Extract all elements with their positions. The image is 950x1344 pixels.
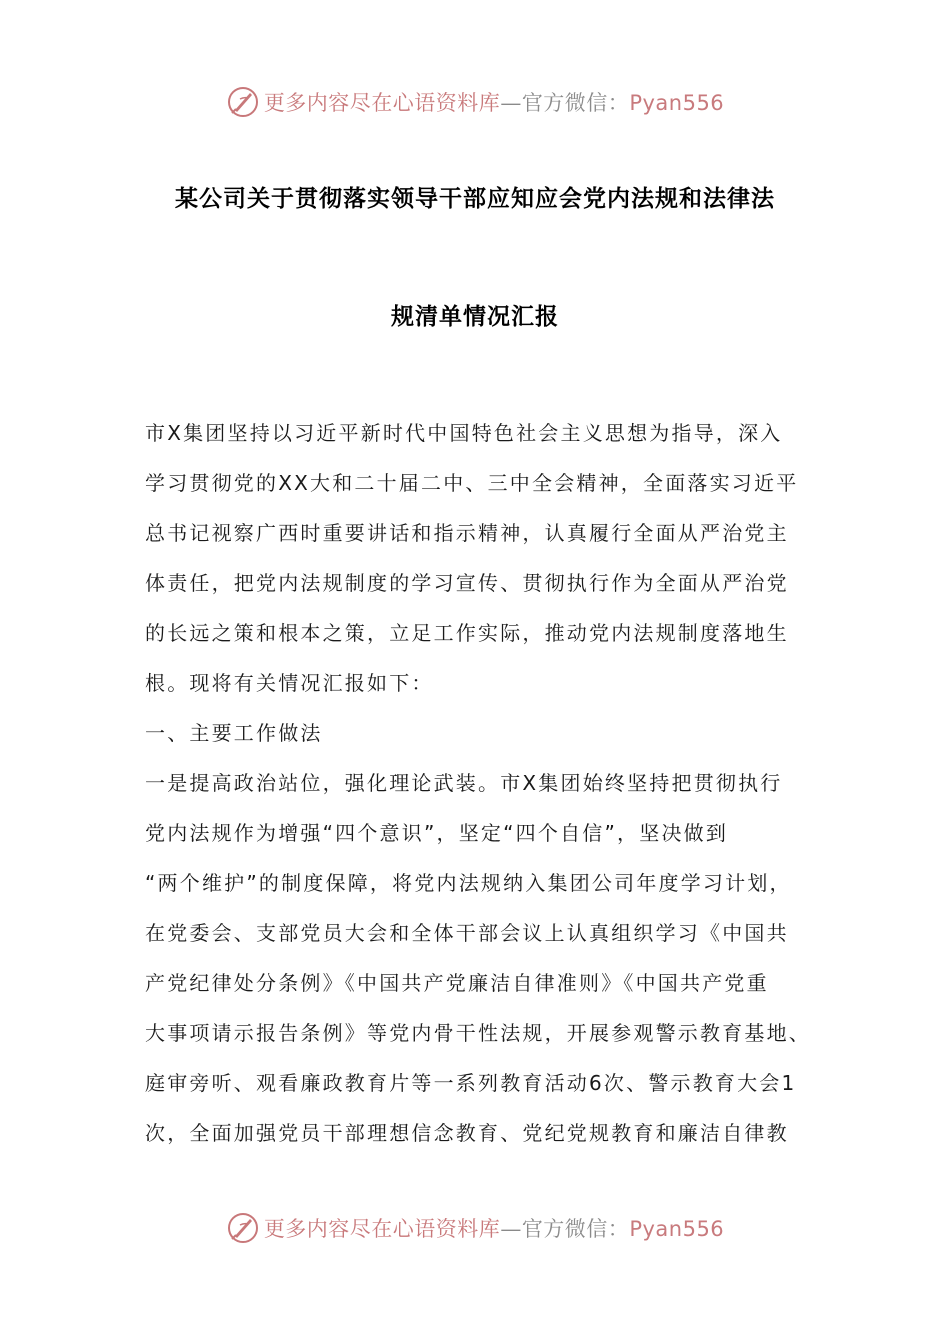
header-watermark-id: Pyan556: [629, 91, 725, 115]
body-line: 学习贯彻党的XX大和二十届二中、三中全会精神，全面落实习近平: [145, 471, 799, 495]
document-title-line-1: 某公司关于贯彻落实领导干部应知应会党内法规和法律法: [175, 185, 775, 212]
footer-watermark-dash: —官方微信：: [500, 1217, 630, 1241]
body-line: 在党委会、支部党员大会和全体干部会议上认真组织学习《中国共: [145, 921, 789, 945]
body-line: “两个维护”的制度保障，将党内法规纳入集团公司年度学习计划，: [145, 871, 792, 895]
footer-watermark-main: 更多内容尽在心语资料库: [263, 1217, 501, 1241]
footer-watermark-banner: [0, 1208, 950, 1248]
quill-logo-icon: [226, 85, 260, 119]
body-line: 的长远之策和根本之策，立足工作实际，推动党内法规制度落地生: [145, 621, 789, 645]
footer-watermark-text: [264, 1213, 724, 1243]
body-line: 党内法规作为增强“四个意识”，坚定“四个自信”，坚决做到: [145, 821, 729, 845]
document-body: [145, 416, 835, 1166]
header-watermark-text: [264, 87, 724, 117]
body-line: 次，全面加强党员干部理想信念教育、党纪党规教育和廉洁自律教: [145, 1121, 789, 1145]
document-title-line-2: 规清单情况汇报: [391, 303, 559, 330]
body-line: 庭审旁听、观看廉政教育片等一系列教育活动6次、警示教育大会1: [145, 1071, 797, 1095]
body-line: 市X集团坚持以习近平新时代中国特色社会主义思想为指导，深入: [145, 421, 783, 445]
body-line: 根。现将有关情况汇报如下：: [145, 671, 434, 695]
body-line: 产党纪律处分条例》《中国共产党廉洁自律准则》《中国共产党重: [145, 971, 769, 995]
header-watermark-main: 更多内容尽在心语资料库: [263, 91, 501, 115]
footer-watermark-id: Pyan556: [629, 1217, 725, 1241]
body-line: 总书记视察广西时重要讲话和指示精神，认真履行全面从严治党主: [145, 521, 789, 545]
body-line: 一是提高政治站位，强化理论武装。市X集团始终坚持把贯彻执行: [145, 771, 783, 795]
header-watermark-banner: [0, 82, 950, 122]
header-watermark-dash: —官方微信：: [500, 91, 630, 115]
body-line: 体责任，把党内法规制度的学习宣传、贯彻执行作为全面从严治党: [145, 571, 789, 595]
quill-logo-icon: [226, 1211, 260, 1245]
section-heading: 一、主要工作做法: [145, 721, 323, 745]
body-line: 大事项请示报告条例》等党内骨干性法规，开展参观警示教育基地、: [145, 1021, 811, 1045]
